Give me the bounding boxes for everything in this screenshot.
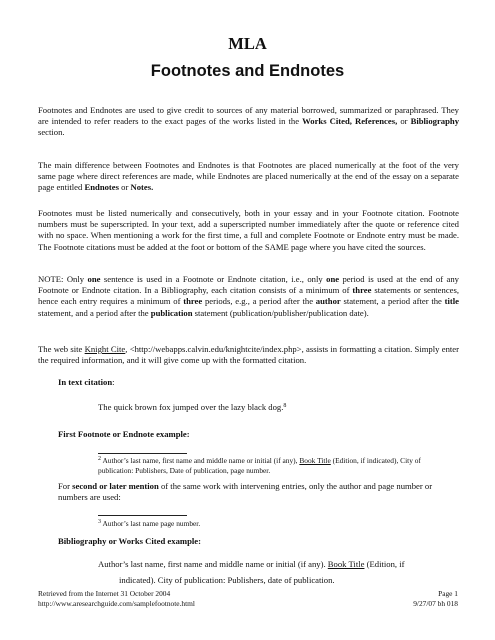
paragraph-numbering: Footnotes must be listed numerically and consecutively, both in your essay and in your Footnote citation. Footnote numbers must be superscripted. In your text, add a superscripted number immediately after the quote or reference cited with no space. When mentioning a work for the first time, a full and complete Footnote or Endnote entry must be made. The Footnote citations must be added at the foot or bottom of the SAME page where you have cited the sources. xyxy=(38,208,459,252)
text-span: The web site xyxy=(38,344,85,354)
first-footnote-heading xyxy=(58,429,458,440)
in-text-example xyxy=(98,402,458,413)
text-span: period is used at the end of any Footnote or Endnote citation. In a Bibliography, each citation consists of a minimum of xyxy=(38,274,459,296)
bold-term: publication xyxy=(150,307,193,318)
in-text-heading xyxy=(58,377,458,388)
footer-page-info xyxy=(413,589,458,608)
book-title: Book Title xyxy=(327,559,365,569)
bibliography-heading xyxy=(58,536,458,547)
page-subtitle: Footnotes and Endnotes xyxy=(150,62,345,80)
text-span: (Edition, if xyxy=(364,559,405,569)
text-span: Author’s last name, first name and middle name or initial (if any), xyxy=(101,456,300,465)
footnote-separator xyxy=(98,453,187,454)
text-span: Footnotes and Endnotes are used to give credit to sources of any material borrowed, summarized or paraphrased. They are intended to refer readers to the exact pages of the works listed in the xyxy=(38,105,459,127)
bold-term: Notes. xyxy=(130,182,154,193)
text-span: of the same work with intervening entries, only the author and page number or numbers are used: xyxy=(58,481,433,503)
bold-term: Bibliography xyxy=(410,116,460,127)
text-span: statement, and a period after the xyxy=(38,307,151,318)
paragraph-difference xyxy=(38,160,459,194)
footer-url: http://www.aresearchguide.com/samplefootnote.html xyxy=(38,598,195,608)
text-span: or xyxy=(397,116,411,127)
text-span: or xyxy=(118,182,131,193)
document-date-code: 9/27/07 bh 018 xyxy=(413,598,458,608)
text-span: Author’s last name page number. xyxy=(101,519,201,528)
text-span: For xyxy=(58,481,73,491)
page-number: Page 1 xyxy=(438,589,458,598)
text-span: : xyxy=(112,377,115,387)
text-span: , <http://webapps.calvin.edu/knightcite/index.php>, assists in formatting a citation. Simply enter the required information, and it will give come up with the formatted citation. xyxy=(38,344,459,366)
example-sentence: The quick brown fox jumped over the lazy black dog. xyxy=(98,402,284,412)
paragraph-note xyxy=(38,274,459,319)
text-span: section. xyxy=(38,127,65,138)
footnote-number: 3 xyxy=(98,519,101,525)
bold-term: Endnotes xyxy=(84,182,119,193)
heading-label: Bibliography or Works Cited example: xyxy=(58,536,201,546)
bibliography-line-2: indicated). City of publication: Publishers, date of publication. xyxy=(119,575,335,585)
footnote-number: 2 xyxy=(98,456,101,462)
text-span: statements or sentences, hence each entry requires a minimum of xyxy=(38,285,459,307)
bibliography-example xyxy=(98,556,458,588)
second-mention-paragraph xyxy=(58,481,438,503)
knight-cite-link[interactable]: Knight Cite xyxy=(84,344,126,354)
text-span: statement, a period after the xyxy=(340,296,445,307)
text-span: statement (publication/publisher/publication date). xyxy=(192,307,369,318)
text-span: periods, e.g., a period after the xyxy=(202,296,316,307)
paragraph-purpose xyxy=(38,105,459,139)
heading-label: In text citation xyxy=(58,377,113,387)
text-span: NOTE: Only xyxy=(38,274,88,284)
bold-term: Works Cited, References, xyxy=(302,116,398,127)
bold-term: three xyxy=(183,296,203,307)
page-title: MLA xyxy=(228,34,267,53)
paragraph-knight-cite xyxy=(38,344,459,366)
bold-term: one xyxy=(326,274,340,284)
bold-term: title xyxy=(444,296,459,307)
first-footnote-example xyxy=(98,456,458,475)
footnote-separator xyxy=(98,515,187,516)
footer-retrieved: Retrieved from the Internet 31 October 2004 xyxy=(38,589,171,598)
book-title: Book Title xyxy=(299,456,331,465)
bold-term: author xyxy=(315,296,341,307)
text-span: (Edition, if indicated), City of publication: Publishers, Date of publication, page number. xyxy=(98,456,421,475)
short-footnote-example xyxy=(98,519,458,529)
bold-term: second or later mention xyxy=(72,481,159,491)
footnote-number: 8 xyxy=(283,403,287,409)
text-span: Author’s last name, first name and middle name or initial (if any). xyxy=(98,559,328,569)
text-span: sentence is used in a Footnote or Endnote citation, i.e., only xyxy=(100,274,327,284)
bibliography-line-1 xyxy=(98,556,458,572)
heading-label: First Footnote or Endnote example: xyxy=(58,429,190,439)
footer-source xyxy=(38,589,195,608)
bold-term: one xyxy=(87,274,101,284)
text-span: The main difference between Footnotes and Endnotes is that Footnotes are placed numerically at the foot of the very same page where direct references are made, while Endnotes are placed numerically at the end of the essay on a separate page entitled xyxy=(38,160,459,193)
bold-term: three xyxy=(352,285,372,296)
